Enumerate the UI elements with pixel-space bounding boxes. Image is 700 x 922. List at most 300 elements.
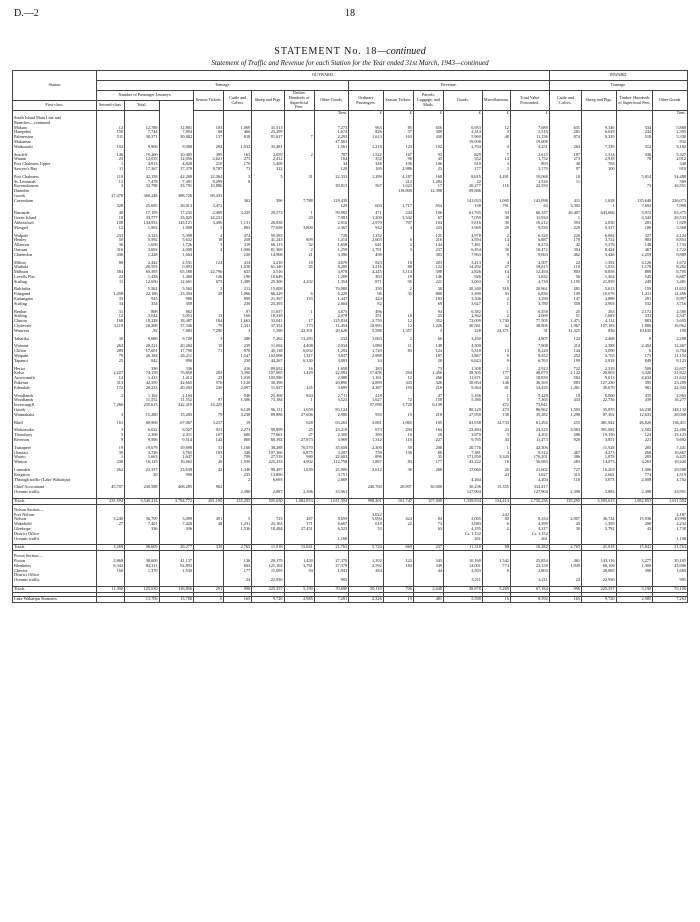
- value-cell: 11,552: [159, 398, 193, 403]
- station-name: Outram: [13, 248, 97, 253]
- ordinary-passengers-header: Ordinary Passengers.: [349, 91, 383, 111]
- value-cell: 3: [482, 167, 510, 172]
- value-cell: 7,365: [510, 398, 549, 403]
- value-cell: 1,389: [224, 280, 252, 285]
- value-cell: 3,114: [383, 270, 413, 275]
- station-name: Woodlands: [13, 398, 97, 403]
- station-name: Woodlands: [13, 394, 97, 399]
- value-cell: 81,369: [252, 248, 284, 253]
- value-cell: 170: [224, 162, 252, 167]
- value-cell: 11: [549, 180, 581, 185]
- value-cell: 13: [482, 349, 510, 354]
- value-cell: 26: [194, 460, 224, 465]
- value-cell: 136,411: [653, 421, 688, 426]
- value-cell: 24: [224, 578, 252, 583]
- value-cell: 2: [482, 314, 510, 319]
- value-cell: 33,825: [159, 216, 193, 221]
- value-cell: 2,704: [444, 145, 483, 150]
- value-cell: 4,124: [653, 234, 688, 239]
- value-cell: 19,698: [159, 446, 193, 451]
- value-cell: 2,603: [349, 238, 383, 243]
- value-cell: 138: [482, 413, 510, 418]
- value-cell: 584: [549, 376, 581, 381]
- value-cell: 4,399: [510, 522, 549, 527]
- value-cell: 25,696: [653, 564, 688, 569]
- value-cell: 183: [383, 564, 413, 569]
- value-cell: 17,858: [349, 371, 383, 376]
- value-cell: 1,412: [159, 376, 193, 381]
- value-cell: 360,248: [125, 194, 159, 199]
- value-cell: 2,922: [510, 367, 549, 372]
- value-cell: 11,692: [252, 344, 284, 349]
- value-cell: 38,600: [125, 559, 159, 564]
- value-cell: 30: [97, 243, 125, 248]
- value-cell: 905: [314, 578, 348, 583]
- station-name: Goods: [13, 408, 97, 413]
- value-cell: 22,736: [582, 398, 616, 403]
- value-cell: 1,390: [252, 329, 284, 334]
- value-cell: 1,370: [125, 569, 159, 574]
- value-cell: 31,325: [549, 329, 581, 334]
- value-cell: 1,200: [349, 216, 383, 221]
- value-cell: 2,396: [284, 490, 314, 495]
- value-cell: 3,237: [194, 421, 224, 426]
- value-cell: 112,758: [314, 460, 348, 465]
- value-cell: 6: [284, 292, 314, 297]
- value-cell: 63: [413, 527, 443, 532]
- value-cell: 144: [413, 243, 443, 248]
- value-cell: 3,090: [582, 349, 616, 354]
- value-cell: 15,283: [159, 413, 193, 418]
- value-cell: 7,491: [159, 180, 193, 185]
- value-cell: 164: [413, 428, 443, 433]
- value-cell: 1,738: [653, 527, 688, 532]
- station-name: Thornbury: [13, 433, 97, 438]
- value-cell: 9,514: [159, 438, 193, 443]
- value-cell: 829: [444, 153, 483, 158]
- value-cell: 44: [413, 569, 443, 574]
- value-cell: 5,816: [444, 221, 483, 226]
- value-cell: 35,481: [252, 145, 284, 150]
- value-cell: 102: [97, 145, 125, 150]
- in-cattle-header: Cattle and Calves.: [549, 91, 581, 111]
- value-cell: 327: [616, 234, 653, 239]
- value-cell: 67: [413, 216, 443, 221]
- value-cell: 3,549,214: [125, 498, 159, 504]
- value-cell: 3,277: [616, 559, 653, 564]
- value-cell: 11,657: [252, 310, 284, 315]
- value-cell: 4: [482, 243, 510, 248]
- value-cell: 193: [383, 386, 413, 391]
- value-cell: 124: [413, 349, 443, 354]
- value-cell: 85: [383, 126, 413, 131]
- value-cell: 905: [653, 578, 688, 583]
- value-cell: 2: [194, 248, 224, 253]
- station-name: Milburn: [13, 270, 97, 275]
- value-cell: 631: [549, 126, 581, 131]
- value-cell: 2,007: [549, 517, 581, 522]
- value-cell: 150: [97, 130, 125, 135]
- value-cell: 9,889: [653, 253, 688, 258]
- value-cell: 102,008: [252, 354, 284, 359]
- value-cell: 20,003: [582, 371, 616, 376]
- value-cell: 962: [194, 485, 224, 490]
- value-cell: 348: [349, 162, 383, 167]
- value-cell: 358: [159, 302, 193, 307]
- value-cell: 30,398: [252, 381, 284, 386]
- value-cell: 1,611,504: [314, 498, 348, 504]
- value-cell: 12: [383, 376, 413, 381]
- value-cell: 83: [383, 349, 413, 354]
- value-cell: 3,398: [159, 234, 193, 239]
- value-cell: 1,317: [284, 354, 314, 359]
- value-cell: 289: [97, 349, 125, 354]
- value-cell: 70,106: [653, 586, 688, 592]
- value-cell: 414: [224, 261, 252, 266]
- value-cell: 1,623: [383, 184, 413, 189]
- station-name: Benhar: [13, 310, 97, 315]
- value-cell: 1,218: [349, 145, 383, 150]
- value-cell: 1,659: [284, 408, 314, 413]
- value-cell: 40: [97, 211, 125, 216]
- value-cell: 20: [413, 359, 443, 364]
- value-cell: 187: [413, 354, 443, 359]
- value-cell: 4: [194, 234, 224, 239]
- value-cell: 1,929: [653, 221, 688, 226]
- value-cell: 4,204: [510, 478, 549, 483]
- value-cell: 1,664: [159, 253, 193, 258]
- value-cell: 2,030: [582, 221, 616, 226]
- value-cell: 25,900: [314, 468, 348, 473]
- value-cell: 7,262: [252, 337, 284, 342]
- value-cell: 865: [224, 226, 252, 231]
- value-cell: 6,330: [284, 359, 314, 364]
- second-class-header: Second-class.: [97, 101, 125, 111]
- value-cell: 25,300: [252, 280, 284, 285]
- value-cell: 9,720: [159, 337, 193, 342]
- value-cell: 79: [194, 324, 224, 329]
- value-cell: 11,095: [252, 569, 284, 574]
- value-cell: 10,472: [510, 248, 549, 253]
- value-cell: 12,661: [159, 280, 193, 285]
- value-cell: 2,986: [383, 167, 413, 172]
- value-cell: 332,417: [510, 485, 549, 490]
- value-cell: 303: [349, 275, 383, 280]
- value-cell: 473: [482, 408, 510, 413]
- value-cell: 8: [224, 180, 252, 185]
- value-cell: 30,654: [444, 381, 483, 386]
- units-cell: £: [444, 111, 483, 116]
- value-cell: 83: [383, 460, 413, 465]
- value-cell: 576: [194, 381, 224, 386]
- value-cell: 2,008: [616, 478, 653, 483]
- value-cell: 663: [224, 564, 252, 569]
- value-cell: 3,699: [314, 386, 348, 391]
- value-cell: ,92: [125, 329, 159, 334]
- value-cell: 16,203: [582, 468, 616, 473]
- value-cell: 7,744: [125, 130, 159, 135]
- value-cell: 23: [482, 428, 510, 433]
- outward-header: OUTWARD.: [97, 71, 550, 81]
- value-cell: Cr. 1,152: [444, 532, 483, 537]
- value-cell: 163: [383, 135, 413, 140]
- value-cell: 34: [349, 359, 383, 364]
- value-cell: 83,124: [314, 408, 348, 413]
- value-cell: 17,195: [125, 211, 159, 216]
- value-cell: 12: [482, 126, 510, 131]
- value-cell: 1,720: [349, 349, 383, 354]
- value-cell: 396: [252, 199, 284, 204]
- value-cell: 20: [482, 468, 510, 473]
- value-cell: 19: [383, 275, 413, 280]
- value-cell: 398: [413, 270, 443, 275]
- value-cell: 4,888: [582, 297, 616, 302]
- value-cell: 803: [549, 270, 581, 275]
- value-cell: 123: [383, 145, 413, 150]
- value-cell: 336: [159, 527, 193, 532]
- value-cell: 16: [383, 433, 413, 438]
- value-cell: 1: [284, 398, 314, 403]
- value-cell: 874: [549, 135, 581, 140]
- station-name: Oceanic traffic: [13, 490, 97, 495]
- value-cell: 31,822: [653, 371, 688, 376]
- value-cell: 849: [616, 359, 653, 364]
- value-cell: 1,674: [314, 130, 348, 135]
- value-cell: 4,907: [510, 337, 549, 342]
- value-cell: 1,409: [252, 162, 284, 167]
- value-cell: 7,894: [159, 130, 193, 135]
- value-cell: 127,904: [510, 490, 549, 495]
- value-cell: 654: [413, 204, 443, 209]
- value-cell: 5,590: [444, 596, 483, 602]
- value-cell: 1,632: [510, 275, 549, 280]
- value-cell: 6,138: [413, 403, 443, 408]
- value-cell: 1,627: [510, 473, 549, 478]
- value-cell: 4,813: [125, 162, 159, 167]
- value-cell: 1,395: [582, 522, 616, 527]
- value-cell: 1,902: [125, 226, 159, 231]
- value-cell: 600: [224, 433, 252, 438]
- value-cell: 1,613: [349, 135, 383, 140]
- value-cell: 7,683: [159, 329, 193, 334]
- value-cell: 9: [616, 337, 653, 342]
- value-cell: 90: [383, 157, 413, 162]
- value-cell: 4,828: [159, 162, 193, 167]
- value-cell: 73: [413, 367, 443, 372]
- value-cell: 125,834: [314, 319, 348, 324]
- value-cell: 230: [194, 386, 224, 391]
- value-cell: 12: [97, 126, 125, 131]
- value-cell: 2,259: [616, 253, 653, 258]
- value-cell: 26,838: [252, 221, 284, 226]
- value-cell: 24,231: [194, 216, 224, 221]
- value-cell: 980: [284, 455, 314, 460]
- value-cell: 15,123: [653, 433, 688, 438]
- value-cell: 2,918: [582, 157, 616, 162]
- value-cell: 76,570: [284, 446, 314, 451]
- inward-header: INWARD.: [549, 71, 687, 81]
- value-cell: 498: [349, 253, 383, 258]
- statement-title-continued: —continued: [377, 46, 426, 57]
- value-cell: 388,726: [159, 194, 193, 199]
- value-cell: 312: [616, 145, 653, 150]
- value-cell: 1,195: [549, 280, 581, 285]
- value-cell: 518: [616, 135, 653, 140]
- value-cell: 93: [413, 153, 443, 158]
- value-cell: 318: [482, 287, 510, 292]
- value-cell: 3,216: [349, 265, 383, 270]
- value-cell: 165: [224, 596, 252, 602]
- value-cell: 121,102: [252, 564, 284, 569]
- value-cell: 70,690: [314, 586, 348, 592]
- value-cell: 77,658: [252, 226, 284, 231]
- value-cell: 8,997: [653, 297, 688, 302]
- value-cell: 2,388: [582, 344, 616, 349]
- statement-title-main: STATEMENT: [274, 46, 341, 57]
- station-name: Mosgiel: [13, 226, 97, 231]
- station-name: Winton: [13, 460, 97, 465]
- value-cell: 4,547: [653, 314, 688, 319]
- value-cell: 9: [97, 438, 125, 443]
- value-cell: 6,454: [444, 248, 483, 253]
- value-cell: 30: [549, 527, 581, 532]
- value-cell: 3: [97, 433, 125, 438]
- value-cell: 268: [616, 451, 653, 456]
- value-cell: 35,658: [314, 446, 348, 451]
- in-sheep-header: Sheep and Pigs.: [582, 91, 616, 111]
- value-cell: 73: [413, 522, 443, 527]
- value-cell: 545: [616, 275, 653, 280]
- value-cell: 220: [549, 234, 581, 239]
- value-cell: 4,300: [444, 344, 483, 349]
- station-name: Waiwera: [13, 329, 97, 334]
- value-cell: 159: [616, 287, 653, 292]
- value-cell: 842: [125, 359, 159, 364]
- value-cell: 11,652: [653, 287, 688, 292]
- value-cell: 66: [413, 337, 443, 342]
- value-cell: 6: [616, 349, 653, 354]
- value-cell: 1,348: [224, 468, 252, 473]
- value-cell: 25: [284, 428, 314, 433]
- value-cell: 2: [383, 287, 413, 292]
- value-cell: 1,530: [159, 569, 193, 574]
- value-cell: 5,380: [444, 398, 483, 403]
- value-cell: 94: [413, 310, 443, 315]
- value-cell: 467: [616, 248, 653, 253]
- value-cell: 7,381: [444, 451, 483, 456]
- value-cell: 22,486: [653, 428, 688, 433]
- value-cell: 54: [482, 211, 510, 216]
- value-cell: 26,533: [653, 216, 688, 221]
- station-name: Makaro: [13, 126, 97, 131]
- value-cell: 116: [482, 184, 510, 189]
- value-cell: 177: [444, 167, 483, 172]
- value-cell: 263: [97, 344, 125, 349]
- station-name: Goods: [13, 194, 97, 199]
- value-cell: 12: [97, 314, 125, 319]
- value-cell: 509: [616, 367, 653, 372]
- value-cell: 920: [549, 438, 581, 443]
- value-cell: 1,663: [224, 319, 252, 324]
- value-cell: ,20,593: [125, 265, 159, 270]
- station-name: Clarendon: [13, 253, 97, 258]
- value-cell: 2,412: [252, 157, 284, 162]
- value-cell: 996: [224, 586, 252, 592]
- value-cell: 2,868: [97, 559, 125, 564]
- value-cell: 110: [97, 175, 125, 180]
- value-cell: 84,311: [125, 564, 159, 569]
- value-cell: 12: [383, 324, 413, 329]
- value-cell: 104: [413, 221, 443, 226]
- value-cell: 313: [97, 381, 125, 386]
- station-name: Otautau: [13, 451, 97, 456]
- value-cell: 24: [482, 473, 510, 478]
- station-name: Port Nelson: [13, 513, 97, 518]
- value-cell: 1,520: [510, 180, 549, 185]
- value-cell: 11,273: [510, 438, 549, 443]
- value-cell: 168: [97, 319, 125, 324]
- value-cell: 47,563: [314, 140, 348, 145]
- value-cell: 1,429: [284, 371, 314, 376]
- value-cell: 214: [549, 344, 581, 349]
- value-cell: 20,179: [252, 559, 284, 564]
- value-cell: 173: [616, 354, 653, 359]
- value-cell: 16,962: [653, 324, 688, 329]
- value-cell: 20,221: [125, 344, 159, 349]
- value-cell: 283: [549, 460, 581, 465]
- value-cell: 22,003: [314, 455, 348, 460]
- value-cell: 3,627: [444, 302, 483, 307]
- value-cell: 225,357: [582, 586, 616, 592]
- value-cell: 16: [383, 314, 413, 319]
- value-cell: 13,890: [252, 473, 284, 478]
- value-cell: 30,236: [444, 485, 483, 490]
- station-name: Glenhope: [13, 527, 97, 532]
- value-cell: 2,580: [653, 310, 688, 315]
- value-cell: 1,542: [482, 559, 510, 564]
- value-cell: 1,447: [314, 297, 348, 302]
- value-cell: 230: [224, 253, 252, 258]
- value-cell: 281: [616, 221, 653, 226]
- value-cell: 45: [284, 265, 314, 270]
- value-cell: 491: [194, 517, 224, 522]
- value-cell: 12,467: [653, 344, 688, 349]
- value-cell: 28,008: [653, 413, 688, 418]
- value-cell: 30: [413, 287, 443, 292]
- value-cell: 8,787: [194, 167, 224, 172]
- value-cell: 6,523: [314, 527, 348, 532]
- value-cell: 11: [97, 280, 125, 285]
- value-cell: 9,506: [125, 438, 159, 443]
- value-cell: 72: [383, 398, 413, 403]
- value-cell: 35: [97, 297, 125, 302]
- value-cell: 1,065: [383, 421, 413, 426]
- value-cell: 21,632: [653, 376, 688, 381]
- station-name: Totals: [13, 545, 97, 551]
- value-cell: 1,362: [582, 275, 616, 280]
- value-cell: 43: [616, 527, 653, 532]
- value-cell: 107,000: [413, 498, 443, 504]
- value-cell: 1,069: [224, 126, 252, 131]
- station-name: Ravensbourne: [13, 184, 97, 189]
- value-cell: 481,942: [582, 421, 616, 426]
- value-cell: 430: [413, 135, 443, 140]
- value-cell: 28: [413, 433, 443, 438]
- value-cell: 8,659: [314, 517, 348, 522]
- value-cell: 107,160: [252, 451, 284, 456]
- value-cell: 1,168: [653, 537, 688, 542]
- value-cell: 22,930: [582, 578, 616, 583]
